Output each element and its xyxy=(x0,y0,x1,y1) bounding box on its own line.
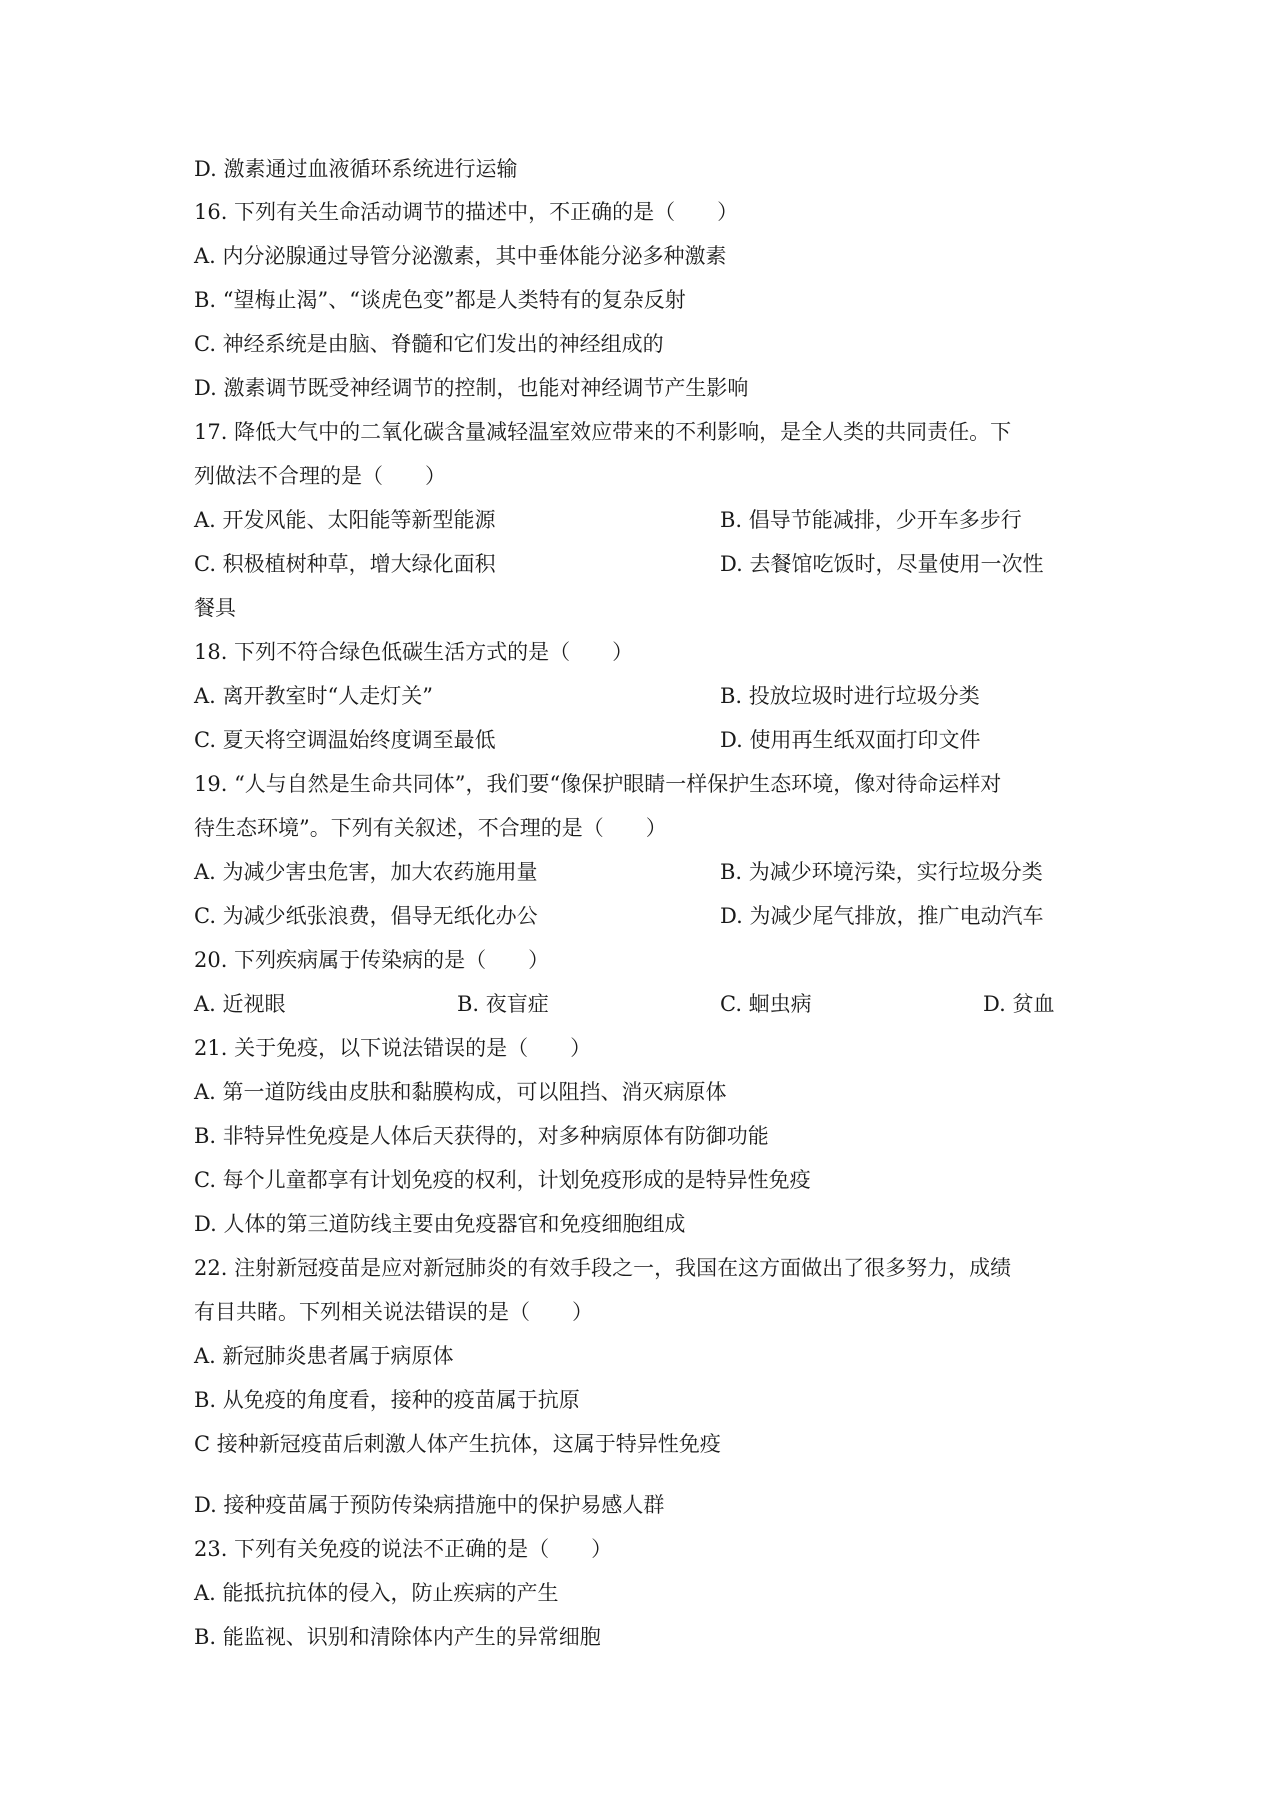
q18-options-row2 xyxy=(194,725,1094,755)
q18-option-b: B. 投放垃圾时进行垃圾分类 xyxy=(720,684,980,708)
q19-options-row1 xyxy=(194,857,1094,887)
q19-stem-line2: 待生态环境”。下列有关叙述，不合理的是（ ） xyxy=(194,816,667,840)
q19-stem-line1: 19. “人与自然是生命共同体”，我们要“像保护眼睛一样保护生态环境，像对待命运样对 xyxy=(194,772,1002,796)
q16-option-d: D. 激素调节既受神经调节的控制，也能对神经调节产生影响 xyxy=(194,376,749,400)
q20-option-c: C. 蛔虫病 xyxy=(720,992,812,1016)
q20-option-a: A. 近视眼 xyxy=(194,992,286,1016)
q21-option-d: D. 人体的第三道防线主要由免疫器官和免疫细胞组成 xyxy=(194,1212,686,1236)
q16-option-a: A. 内分泌腺通过导管分泌激素，其中垂体能分泌多种激素 xyxy=(194,244,727,268)
q22-option-a: A. 新冠肺炎患者属于病原体 xyxy=(194,1344,454,1368)
q23-option-a: A. 能抵抗抗体的侵入，防止疾病的产生 xyxy=(194,1581,559,1605)
q19-option-b: B. 为减少环境污染，实行垃圾分类 xyxy=(720,860,1043,884)
q20-stem: 20. 下列疾病属于传染病的是（ ） xyxy=(194,948,550,972)
q20-option-b: B. 夜盲症 xyxy=(457,992,549,1016)
q21-option-c: C. 每个儿童都享有计划免疫的权利，计划免疫形成的是特异性免疫 xyxy=(194,1168,811,1192)
q17-stem-line2: 列做法不合理的是（ ） xyxy=(194,464,446,488)
q23-stem: 23. 下列有关免疫的说法不正确的是（ ） xyxy=(194,1537,613,1561)
q21-stem: 21. 关于免疫，以下说法错误的是（ ） xyxy=(194,1036,592,1060)
q20-options-row xyxy=(194,989,1094,1019)
q19-option-c: C. 为减少纸张浪费，倡导无纸化办公 xyxy=(194,904,538,928)
q22-stem-line2: 有目共睹。下列相关说法错误的是（ ） xyxy=(194,1300,593,1324)
q17-stem-line1: 17. 降低大气中的二氧化碳含量减轻温室效应带来的不利影响，是全人类的共同责任。下 xyxy=(194,420,1012,444)
q18-option-a: A. 离开教室时“人走灯关” xyxy=(194,684,433,708)
q19-option-d: D. 为减少尾气排放，推广电动汽车 xyxy=(720,904,1044,928)
q17-option-d: D. 去餐馆吃饭时，尽量使用一次性 xyxy=(720,552,1044,576)
q18-options-row1 xyxy=(194,681,1094,711)
q19-options-row2 xyxy=(194,901,1094,931)
q17-option-a: A. 开发风能、太阳能等新型能源 xyxy=(194,508,496,532)
q23-option-b: B. 能监视、识别和清除体内产生的异常细胞 xyxy=(194,1625,601,1649)
q22-stem-line1: 22. 注射新冠疫苗是应对新冠肺炎的有效手段之一，我国在这方面做出了很多努力，成绩 xyxy=(194,1256,1012,1280)
q17-options-row2 xyxy=(194,549,1094,579)
q22-option-d: D. 接种疫苗属于预防传染病措施中的保护易感人群 xyxy=(194,1493,665,1517)
q16-option-c: C. 神经系统是由脑、脊髓和它们发出的神经组成的 xyxy=(194,332,664,356)
q16-option-b: B. “望梅止渴”、“谈虎色变”都是人类特有的复杂反射 xyxy=(194,288,686,312)
q17-options-row1 xyxy=(194,505,1094,535)
q15-option-d: D. 激素通过血液循环系统进行运输 xyxy=(194,157,518,181)
q22-option-b: B. 从免疫的角度看，接种的疫苗属于抗原 xyxy=(194,1388,580,1412)
q20-option-d: D. 贫血 xyxy=(983,992,1055,1016)
q17-option-d-continuation: 餐具 xyxy=(194,596,236,620)
q18-option-d: D. 使用再生纸双面打印文件 xyxy=(720,728,981,752)
q19-option-a: A. 为减少害虫危害，加大农药施用量 xyxy=(194,860,538,884)
q18-option-c: C. 夏天将空调温始终度调至最低 xyxy=(194,728,496,752)
q17-option-c: C. 积极植树种草，增大绿化面积 xyxy=(194,552,496,576)
q18-stem: 18. 下列不符合绿色低碳生活方式的是（ ） xyxy=(194,640,634,664)
q17-option-b: B. 倡导节能减排，少开车多步行 xyxy=(720,508,1022,532)
q16-stem: 16. 下列有关生命活动调节的描述中，不正确的是（ ） xyxy=(194,200,739,224)
q22-option-c: C 接种新冠疫苗后刺激人体产生抗体，这属于特异性免疫 xyxy=(194,1432,721,1456)
q21-option-a: A. 第一道防线由皮肤和黏膜构成，可以阻挡、消灭病原体 xyxy=(194,1080,727,1104)
q21-option-b: B. 非特异性免疫是人体后天获得的，对多种病原体有防御功能 xyxy=(194,1124,769,1148)
